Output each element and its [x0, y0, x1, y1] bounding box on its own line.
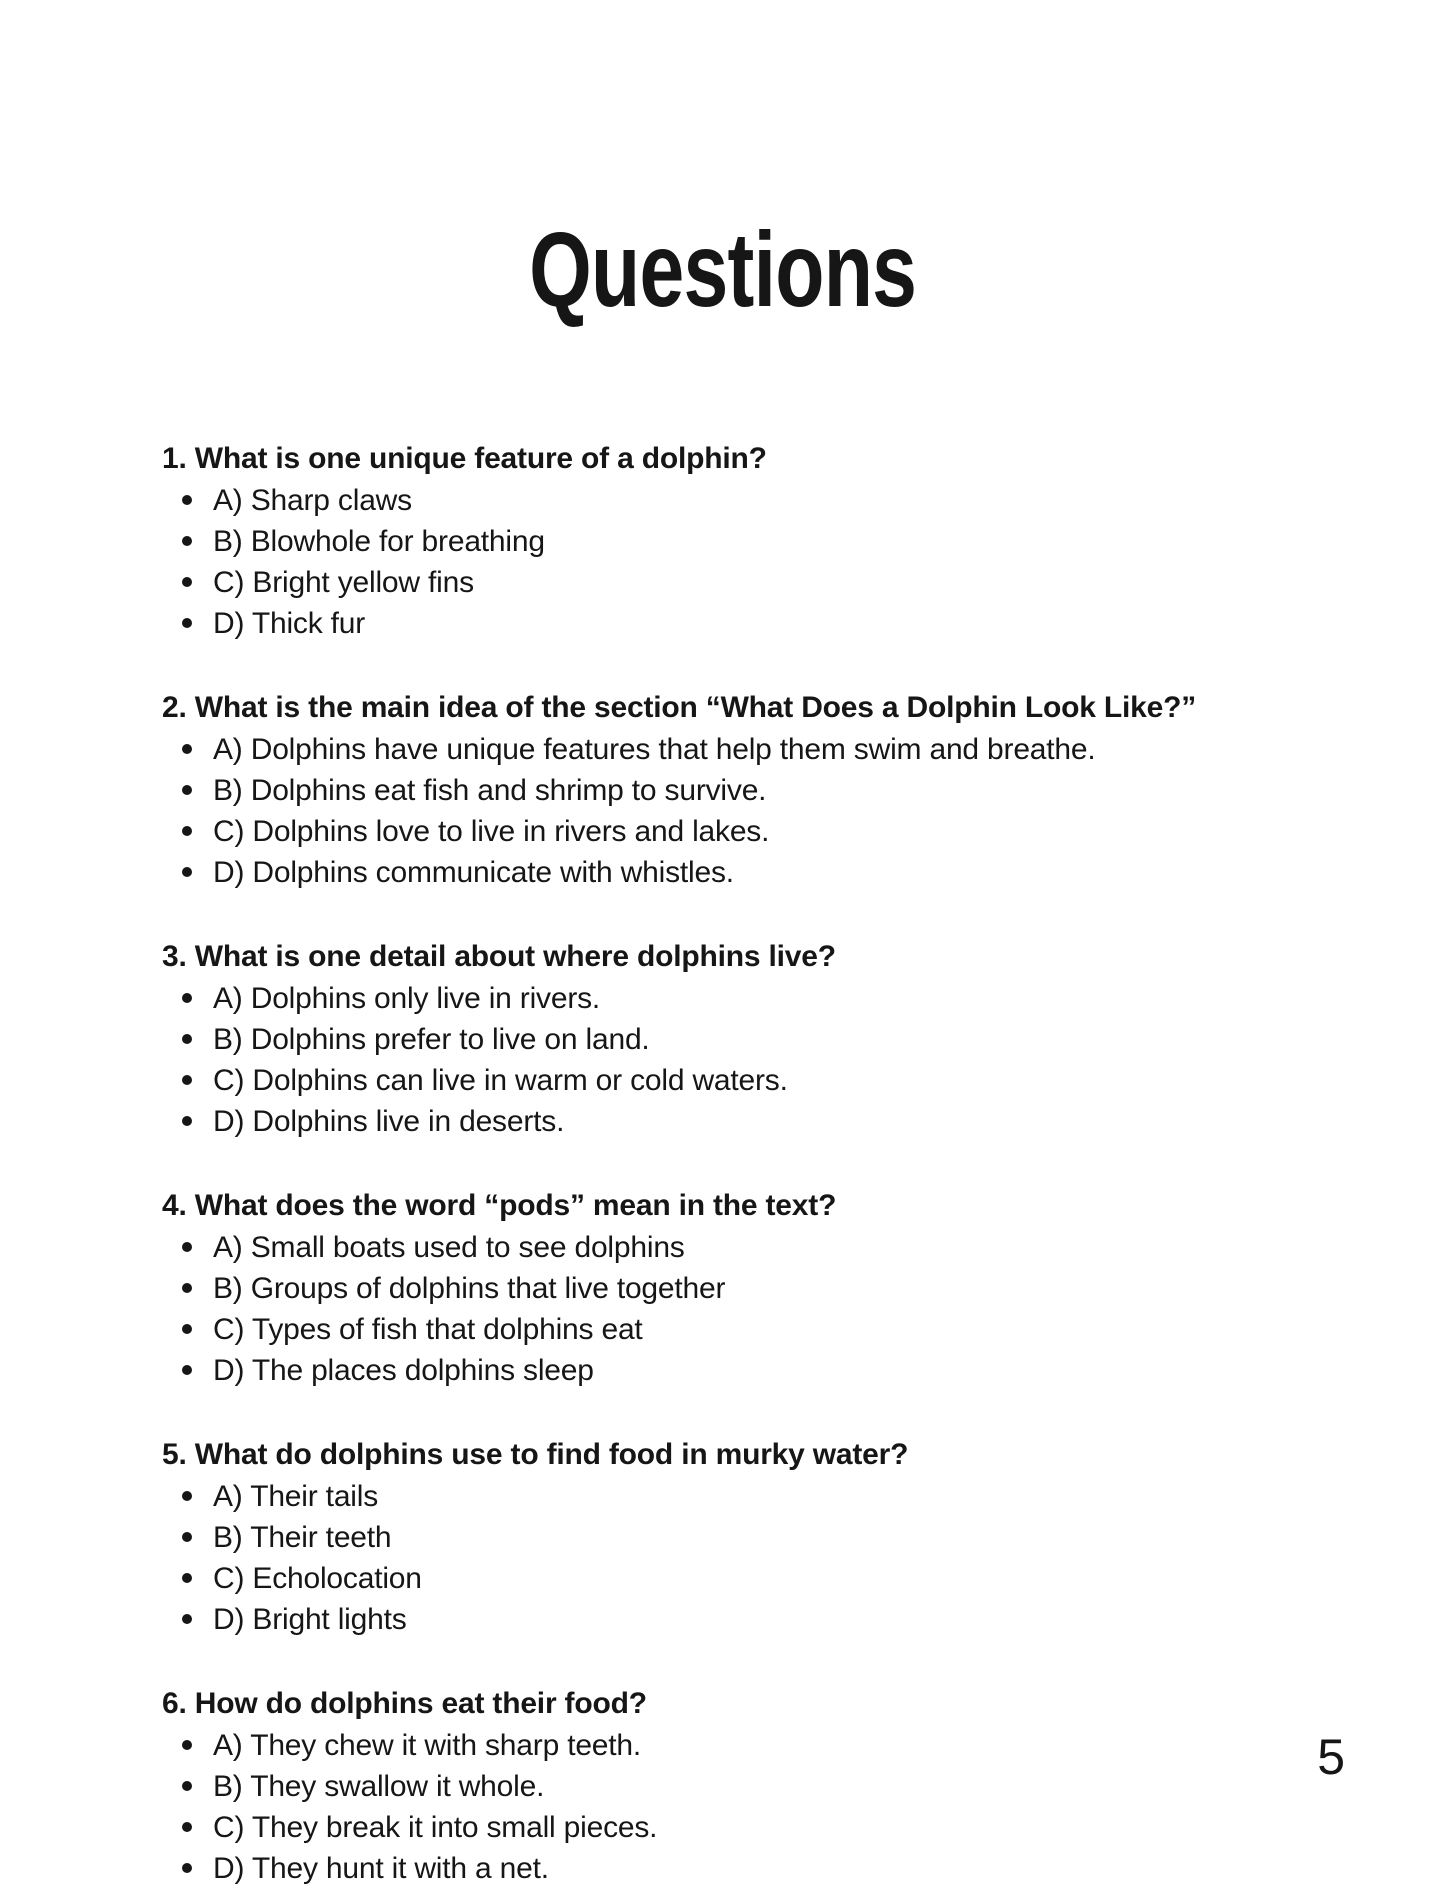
bullet-icon [182, 618, 192, 628]
question-heading: 2. What is the main idea of the section “What Does a Dolphin Look Like?” [162, 691, 1197, 725]
options-list [162, 1476, 1335, 1640]
question-block [162, 1434, 1335, 1640]
option-text: A) Dolphins have unique features that help them swim and breathe. [213, 733, 1096, 767]
option-item [162, 1060, 1335, 1101]
question-block [162, 1683, 1335, 1889]
option-item [162, 1268, 1335, 1309]
bullet-icon [182, 495, 192, 505]
option-item [162, 562, 1335, 603]
option-item [162, 603, 1335, 644]
page-title: Questions [528, 211, 917, 330]
options-list [162, 1227, 1335, 1391]
option-text: D) They hunt it with a net. [213, 1852, 549, 1886]
option-item [162, 1848, 1335, 1889]
bullet-icon [182, 1863, 192, 1873]
option-text: A) Sharp claws [213, 484, 412, 518]
questions-list [162, 438, 1335, 1889]
page-number: 5 [1317, 1729, 1345, 1785]
option-text: B) Dolphins prefer to live on land. [213, 1023, 650, 1057]
option-text: C) They break it into small pieces. [213, 1811, 658, 1845]
bullet-icon [182, 1324, 192, 1334]
question-block [162, 936, 1335, 1142]
bullet-icon [182, 1614, 192, 1624]
bullet-icon [182, 1822, 192, 1832]
bullet-icon [182, 1491, 192, 1501]
option-text: C) Dolphins can live in warm or cold waters. [213, 1064, 788, 1098]
option-item [162, 852, 1335, 893]
option-text: B) Their teeth [213, 1521, 392, 1555]
options-list [162, 480, 1335, 644]
option-item [162, 1476, 1335, 1517]
bullet-icon [182, 993, 192, 1003]
bullet-icon [182, 867, 192, 877]
option-item [162, 1309, 1335, 1350]
bullet-icon [182, 1740, 192, 1750]
question-heading: 3. What is one detail about where dolphins live? [162, 940, 836, 974]
bullet-icon [182, 1034, 192, 1044]
bullet-icon [182, 1075, 192, 1085]
bullet-icon [182, 1365, 192, 1375]
option-text: D) Thick fur [213, 607, 366, 641]
option-text: C) Types of fish that dolphins eat [213, 1313, 643, 1347]
option-item [162, 1766, 1335, 1807]
option-item [162, 1101, 1335, 1142]
option-text: B) Blowhole for breathing [213, 525, 545, 559]
option-item [162, 770, 1335, 811]
option-item [162, 1227, 1335, 1268]
option-text: C) Echolocation [213, 1562, 422, 1596]
option-text: B) They swallow it whole. [213, 1770, 545, 1804]
option-item [162, 1807, 1335, 1848]
question-heading: 4. What does the word “pods” mean in the text? [162, 1189, 837, 1223]
bullet-icon [182, 1283, 192, 1293]
option-text: D) Bright lights [213, 1603, 407, 1637]
question-block [162, 1185, 1335, 1391]
option-item [162, 1350, 1335, 1391]
option-item [162, 978, 1335, 1019]
option-item [162, 1517, 1335, 1558]
bullet-icon [182, 1116, 192, 1126]
option-text: D) Dolphins communicate with whistles. [213, 856, 734, 890]
bullet-icon [182, 1781, 192, 1791]
option-text: B) Dolphins eat fish and shrimp to survive. [213, 774, 767, 808]
bullet-icon [182, 1242, 192, 1252]
bullet-icon [182, 744, 192, 754]
option-text: A) Their tails [213, 1480, 379, 1514]
options-list [162, 978, 1335, 1142]
option-text: C) Bright yellow fins [213, 566, 474, 600]
option-item [162, 811, 1335, 852]
question-heading: 5. What do dolphins use to find food in murky water? [162, 1438, 909, 1472]
option-item [162, 1725, 1335, 1766]
option-text: A) Small boats used to see dolphins [213, 1231, 685, 1265]
bullet-icon [182, 785, 192, 795]
option-text: A) They chew it with sharp teeth. [213, 1729, 642, 1763]
title-wrap [0, 0, 1445, 394]
bullet-icon [182, 1573, 192, 1583]
options-list [162, 1725, 1335, 1889]
option-item [162, 480, 1335, 521]
option-text: A) Dolphins only live in rivers. [213, 982, 601, 1016]
bullet-icon [182, 577, 192, 587]
bullet-icon [182, 826, 192, 836]
option-text: D) Dolphins live in deserts. [213, 1105, 565, 1139]
option-item [162, 729, 1335, 770]
question-block [162, 687, 1335, 893]
question-heading: 6. How do dolphins eat their food? [162, 1687, 647, 1721]
option-item [162, 1019, 1335, 1060]
option-text: D) The places dolphins sleep [213, 1354, 594, 1388]
option-item [162, 1558, 1335, 1599]
option-item [162, 1599, 1335, 1640]
bullet-icon [182, 536, 192, 546]
option-text: B) Groups of dolphins that live together [213, 1272, 726, 1306]
options-list [162, 729, 1335, 893]
question-heading: 1. What is one unique feature of a dolphin? [162, 442, 767, 476]
option-text: C) Dolphins love to live in rivers and lakes. [213, 815, 770, 849]
option-item [162, 521, 1335, 562]
question-block [162, 438, 1335, 644]
bullet-icon [182, 1532, 192, 1542]
